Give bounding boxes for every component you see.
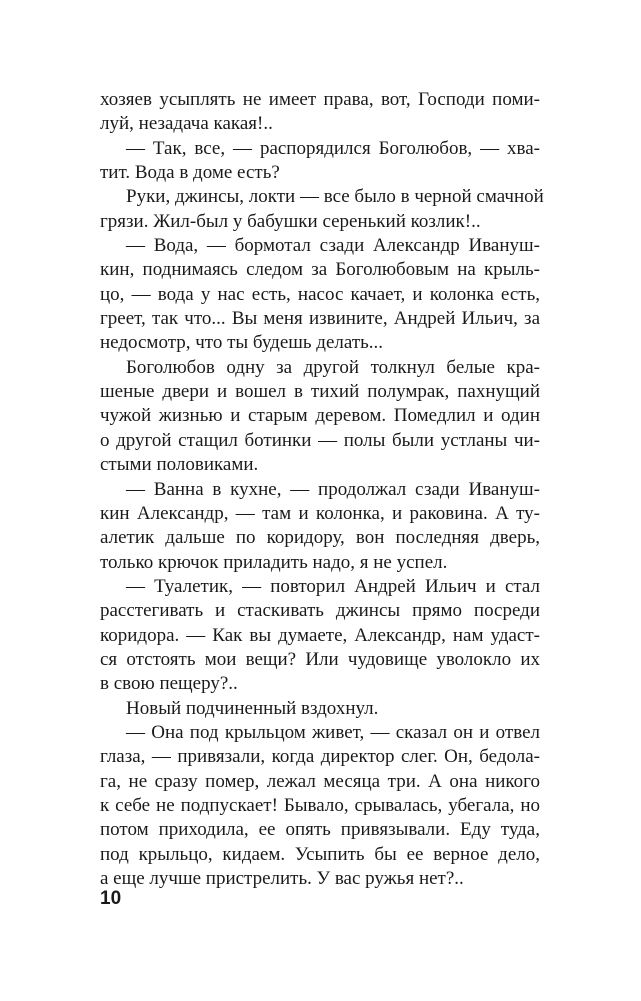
text-line: кин Александр, — там и колонка, и раковина. А ту- <box>100 502 540 524</box>
text-line: — Туалетик, — повторил Андрей Ильич и стал <box>126 575 540 597</box>
text-line: чужой жизнью и старым деревом. Помедлил и один <box>100 405 540 427</box>
text-line: Новый подчиненный вздохнул. <box>126 697 379 719</box>
text-line: цо, — вода у нас есть, насос качает, и колонка есть, <box>100 283 540 305</box>
text-line: потом приходила, ее опять привязывали. Еду туда, <box>100 819 540 841</box>
text-line: — Она под крыльцом живет, — сказал он и отвел <box>126 721 540 743</box>
text-line: Боголюбов одну за другой толкнул белые кра- <box>126 356 540 378</box>
text-line: грязи. Жил-был у бабушки серенький козлик!.. <box>100 210 481 232</box>
text-line: только крючок приладить надо, я не успел. <box>100 551 448 573</box>
text-line: луй, незадача какая!.. <box>100 113 273 135</box>
text-line: о другой стащил ботинки — полы были устланы чи- <box>100 429 540 451</box>
text-line: греет, так что... Вы меня извините, Андрей Ильич, за <box>100 308 540 330</box>
text-line: ся отстоять мои вещи? Или чудовище уволокло их <box>100 648 540 670</box>
text-line: — Так, все, — распорядился Боголюбов, — хва- <box>126 137 540 159</box>
text-line: шеные двери и вошел в тихий полумрак, пахнущий <box>100 381 540 403</box>
text-line: коридора. — Как вы думаете, Александр, нам удаст- <box>100 624 540 646</box>
text-line: к себе не подпускает! Бывало, срывалась, убегала, но <box>100 794 540 816</box>
page-number: 10 <box>100 888 122 909</box>
text-line: — Вода, — бормотал сзади Александр Ивануш- <box>126 235 540 257</box>
text-line: Руки, джинсы, локти — все было в черной смачной <box>126 186 544 208</box>
text-line: кин, поднимаясь следом за Боголюбовым на крыль- <box>100 259 540 281</box>
text-line: под крыльцо, кидаем. Усыпить бы ее верное дело, <box>100 843 540 865</box>
text-line: хозяев усыплять не имеет права, вот, Господи поми- <box>100 89 540 110</box>
text-line: глаза, — привязали, когда директор слег. Он, бедола- <box>100 746 540 768</box>
text-line: расстегивать и стаскивать джинсы прямо посреди <box>100 600 540 622</box>
text-line: га, не сразу помер, лежал месяца три. А она никого <box>100 770 540 792</box>
text-line: — Ванна в кухне, — продолжал сзади Ивануш- <box>126 478 540 500</box>
text-line: стыми половиками. <box>100 454 259 476</box>
text-line: а еще лучше пристрелить. У вас ружья нет?.. <box>100 868 464 889</box>
text-line: недосмотр, что ты будешь делать... <box>100 332 384 354</box>
text-line: в свою пещеру?.. <box>100 673 238 695</box>
text-line: алетик дальше по коридору, вон последняя дверь, <box>100 527 540 549</box>
page-body <box>100 88 544 891</box>
text-line: тит. Вода в доме есть? <box>100 162 280 184</box>
